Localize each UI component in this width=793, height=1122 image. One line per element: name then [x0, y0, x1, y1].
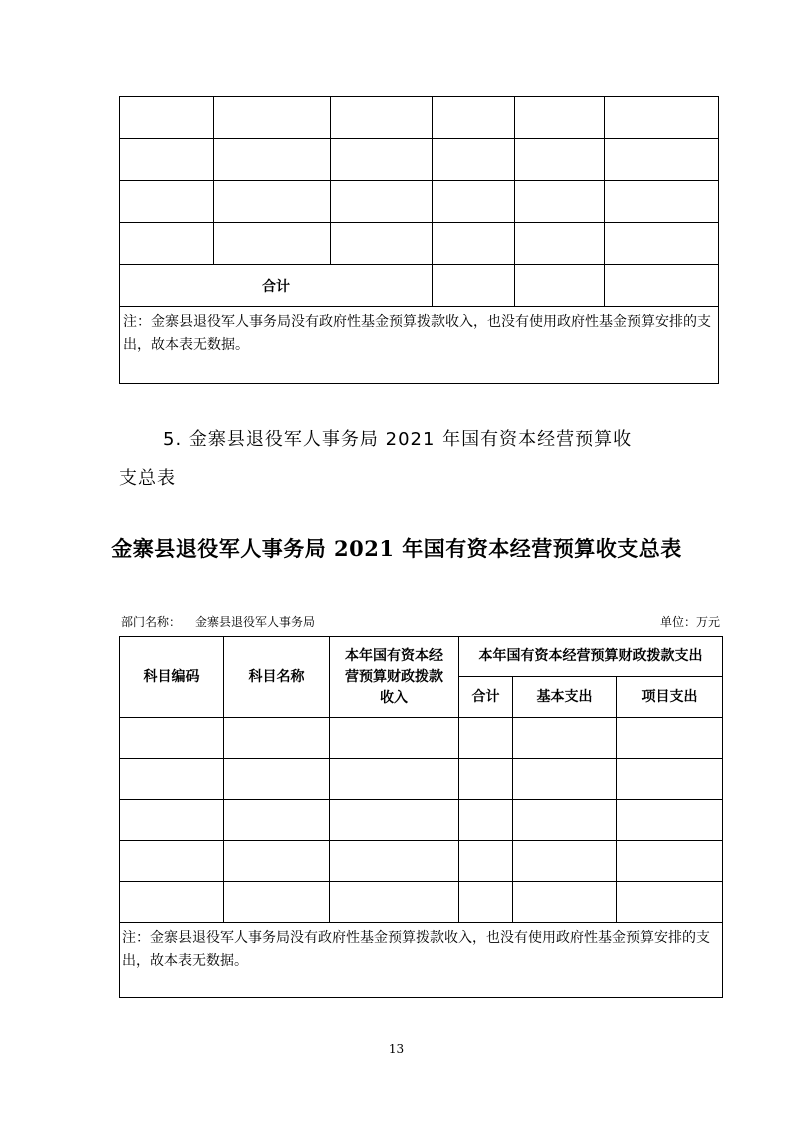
header-code: 科目编码 [120, 637, 224, 718]
table-cell [224, 800, 330, 841]
table-title: 金寨县退役军人事务局 2021 年国有资本经营预算收支总表 [111, 536, 682, 561]
table-row [120, 882, 723, 923]
table-cell [459, 718, 513, 759]
table-cell [513, 800, 617, 841]
table-cell [605, 139, 719, 181]
table-cell [513, 759, 617, 800]
note-row [120, 307, 719, 384]
table-cell [330, 841, 459, 882]
table-cell [617, 718, 723, 759]
government-fund-table-continued [119, 96, 719, 384]
table-cell [120, 882, 224, 923]
table-cell [120, 223, 214, 265]
header-total: 合计 [459, 677, 513, 718]
table-cell [120, 759, 224, 800]
table-cell [459, 882, 513, 923]
section-heading-line-1: 5. 金寨县退役军人事务局 2021 年国有资本经营预算收 [163, 429, 633, 450]
section-heading [119, 420, 719, 498]
table-row [120, 97, 719, 139]
table-row [120, 181, 719, 223]
total-row [120, 265, 719, 307]
table-note: 注：金寨县退役军人事务局没有政府性基金预算拨款收入，也没有使用政府性基金预算安排的支出，故本表无数据。 [120, 923, 723, 998]
table-cell [120, 97, 214, 139]
table-cell [433, 139, 515, 181]
table-cell [330, 882, 459, 923]
table-cell [513, 841, 617, 882]
header-name: 科目名称 [224, 637, 330, 718]
page-number: 13 [388, 1042, 405, 1056]
table-cell [120, 139, 214, 181]
table-cell [120, 718, 224, 759]
department-label: 部门名称： [121, 615, 182, 629]
table-cell [515, 223, 605, 265]
table-cell [120, 181, 214, 223]
total-label: 合计 [120, 265, 433, 307]
table-cell [617, 800, 723, 841]
table-cell [330, 759, 459, 800]
table-cell [331, 139, 433, 181]
table-cell [214, 223, 331, 265]
table-row [120, 759, 723, 800]
header-basic: 基本支出 [513, 677, 617, 718]
table-row [120, 841, 723, 882]
table-cell [433, 181, 515, 223]
table-row [120, 223, 719, 265]
table-cell [331, 97, 433, 139]
table-cell [214, 97, 331, 139]
table-cell [224, 718, 330, 759]
table-cell [617, 841, 723, 882]
table-cell [433, 265, 515, 307]
unit-label: 单位：万元 [659, 615, 720, 629]
header-expense-group: 本年国有资本经营预算财政拨款支出 [459, 637, 723, 677]
table-cell [330, 718, 459, 759]
department-value: 金寨县退役军人事务局 [195, 615, 316, 629]
table-cell [214, 139, 331, 181]
table-cell [515, 181, 605, 223]
table-cell [331, 181, 433, 223]
table-cell [331, 223, 433, 265]
table-cell [605, 223, 719, 265]
table-cell [120, 800, 224, 841]
department-line [121, 613, 315, 630]
table-cell [224, 882, 330, 923]
table-cell [224, 841, 330, 882]
header-row [120, 637, 723, 677]
table-cell [513, 882, 617, 923]
table-cell [459, 759, 513, 800]
table-note: 注：金寨县退役军人事务局没有政府性基金预算拨款收入，也没有使用政府性基金预算安排的支出，故本表无数据。 [120, 307, 719, 384]
table-cell [605, 265, 719, 307]
table-cell [617, 882, 723, 923]
table-cell [120, 841, 224, 882]
table-cell [515, 97, 605, 139]
table-cell [513, 718, 617, 759]
header-income: 本年国有资本经营预算财政拨款收入 [330, 637, 459, 718]
section-heading-line-2: 支总表 [119, 468, 176, 489]
header-project: 项目支出 [617, 677, 723, 718]
table-cell [433, 97, 515, 139]
table-row [120, 718, 723, 759]
table-cell [433, 223, 515, 265]
table-cell [330, 800, 459, 841]
table-cell [515, 139, 605, 181]
table-cell [214, 181, 331, 223]
table-cell [459, 800, 513, 841]
table-cell [605, 97, 719, 139]
note-row [120, 923, 723, 998]
state-capital-budget-table [119, 636, 723, 998]
table-cell [515, 265, 605, 307]
table-cell [459, 841, 513, 882]
table-cell [617, 759, 723, 800]
table-row [120, 800, 723, 841]
table-cell [605, 181, 719, 223]
table-row [120, 139, 719, 181]
table-cell [224, 759, 330, 800]
